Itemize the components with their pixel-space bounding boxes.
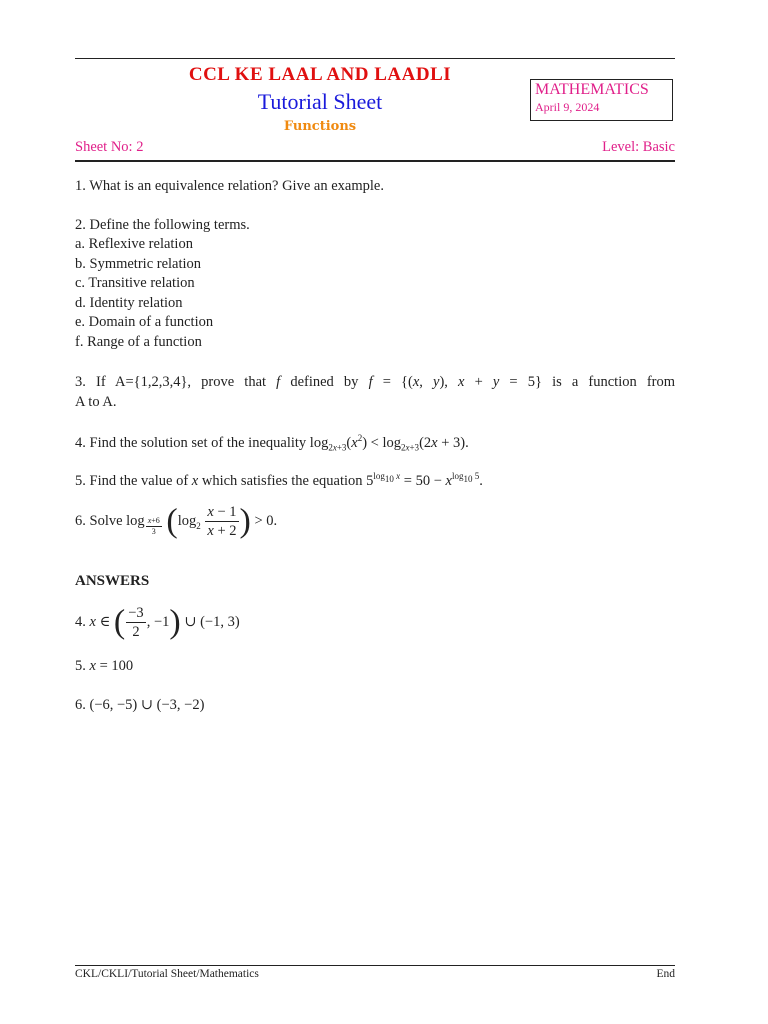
header-rule [75, 160, 675, 162]
level-label: Level: Basic [602, 139, 675, 155]
footer-left: CKL/CKLI/Tutorial Sheet/Mathematics [75, 968, 259, 980]
question-2-intro: 2. Define the following terms. [75, 217, 250, 233]
footer-right: End [656, 968, 675, 980]
answers-heading: ANSWERS [75, 573, 150, 589]
answer-6: 6. (−6, −5) ∪ (−3, −2) [75, 697, 205, 713]
answer-4: 4. x ∈ ( $\frac{-3}{2}$ , −1) ∪ (−1, 3) [75, 603, 240, 641]
question-2-item: f. Range of a function [75, 334, 202, 350]
top-rule [75, 58, 675, 59]
subject-label: MATHEMATICS [535, 81, 649, 98]
question-2-item: b. Symmetric relation [75, 256, 202, 272]
subject-box [530, 79, 673, 121]
topic: Functions [283, 119, 357, 134]
question-2-item: e. Domain of a function [75, 314, 214, 330]
question-1: 1. What is an equivalence relation? Give an example. [75, 178, 384, 194]
question-2-item: c. Transitive relation [75, 275, 195, 291]
question-4: 4. Find the solution set of the inequality $\log_{2x+3}(x^2) < \log_{2x+3}(2x + 3)$. [75, 433, 469, 453]
question-5: 5. Find the value of x which satisfies the equation $5^{log_{10} x} = 50 - x^{log_{10} 5}$. [75, 471, 483, 489]
answer-5: 5. x = 100 [75, 658, 134, 674]
sheet-number: Sheet No: 2 [75, 139, 144, 155]
org-name: CCL KE LAAL AND LAADLI [188, 64, 452, 85]
date-label: April 9, 2024 [535, 100, 600, 114]
question-2-item: a. Reflexive relation [75, 236, 193, 252]
footer-rule [75, 965, 675, 966]
question-6: 6. Solve log $_{\frac{x+6}{3}}$ ($\log_2$ $\frac{x - 1}{x + 2}$ ) > 0. [75, 502, 278, 540]
question-3-line-2: A to A. [75, 394, 117, 410]
question-2-item: d. Identity relation [75, 295, 183, 311]
question-3-line-1: 3. If A={1,2,3,4}, prove that f defined by f = {(x, y), x + y = 5} is a function from [75, 374, 676, 390]
sheet-title: Tutorial Sheet [257, 89, 383, 114]
